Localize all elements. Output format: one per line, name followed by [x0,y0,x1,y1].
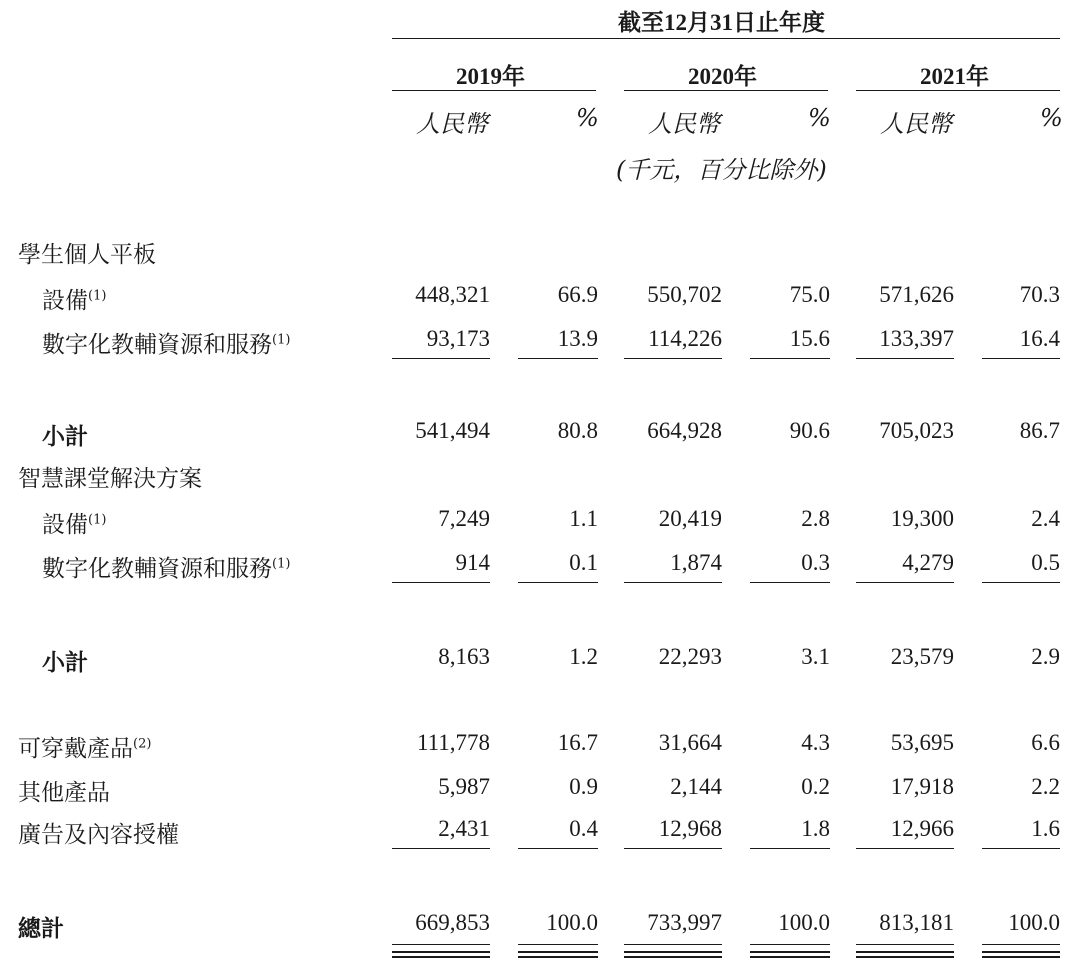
row-label [18,236,156,269]
row-label [18,910,64,943]
amount-cell: 8,163 [438,644,490,669]
row-label-text: 數字化教輔資源和服務 [42,556,272,582]
amount-cell: 93,173 [426,326,490,351]
subtotal-rule [982,358,1060,359]
amount-cell: 12,966 [890,816,954,841]
row-label [42,282,106,315]
row-label-text: 設備 [42,288,88,314]
subtotal-rule [392,358,490,359]
amount-cell: 1,874 [670,550,722,575]
period-rule [392,38,1060,39]
percent-2021: % [1040,104,1063,132]
percent-cell: 2.2 [1031,774,1060,799]
percent-cell: 70.3 [1019,282,1060,307]
amount-cell: 813,181 [879,910,954,935]
percent-cell: 80.8 [557,418,598,443]
amount-cell: 2,431 [438,816,490,841]
amount-cell: 22,293 [658,644,722,669]
row-label [42,644,88,677]
row-label [18,816,179,849]
percent-cell: 2.9 [1031,644,1060,669]
subtotal-rule [392,582,490,583]
percent-cell: 15.6 [789,326,830,351]
year-2020-rule [624,90,828,91]
percent-cell: 0.3 [801,550,830,575]
amount-cell: 19,300 [890,506,954,531]
percent-cell: 0.4 [569,816,598,841]
percent-cell: 0.5 [1031,550,1060,575]
subtotal-rule [392,848,490,849]
total-rule [518,944,598,945]
year-2021-rule [856,90,1060,91]
total-rule [392,944,490,945]
row-label [42,418,88,451]
row-label [18,774,110,807]
footnote-marker: (1) [88,512,107,528]
percent-cell: 2.4 [1031,506,1060,531]
percent-cell: 100.0 [1008,910,1060,935]
period-heading: 截至12月31日止年度 [618,10,825,35]
amount-cell: 31,664 [658,730,722,755]
amount-cell: 705,023 [879,418,954,443]
double-rule [750,951,830,953]
amount-cell: 448,321 [415,282,490,307]
row-label-text: 數字化教輔資源和服務 [42,332,272,358]
footnote-marker: (1) [88,288,107,304]
percent-cell: 0.9 [569,774,598,799]
total-rule [856,944,954,945]
percent-2020: % [808,104,831,132]
subtotal-rule [750,582,830,583]
percent-cell: 100.0 [546,910,598,935]
percent-cell: 86.7 [1019,418,1060,443]
row-label-text: 總計 [18,915,64,942]
double-rule [856,956,954,958]
percent-cell: 0.2 [801,774,830,799]
row-label-text: 小計 [42,649,88,676]
subtotal-rule [982,582,1060,583]
row-label [42,506,106,539]
amount-cell: 733,997 [647,910,722,935]
amount-cell: 20,419 [658,506,722,531]
double-rule [982,956,1060,958]
row-label-text: 智慧課堂解決方案 [18,466,202,492]
row-label-text: 可穿戴產品 [18,736,133,762]
double-rule [518,951,598,953]
unit-note: (千元，百分比除外) [616,156,827,184]
percent-cell: 6.6 [1031,730,1060,755]
percent-cell: 3.1 [801,644,830,669]
amount-cell: 4,279 [902,550,954,575]
amount-cell: 7,249 [438,506,490,531]
row-label-text: 設備 [42,512,88,538]
subtotal-rule [856,848,954,849]
subtotal-rule [982,848,1060,849]
row-label-text: 其他產品 [18,780,110,806]
amount-cell: 664,928 [647,418,722,443]
percent-cell: 100.0 [778,910,830,935]
double-rule [518,956,598,958]
row-label-text: 學生個人平板 [18,242,156,268]
amount-cell: 12,968 [658,816,722,841]
subtotal-rule [856,358,954,359]
double-rule [982,951,1060,953]
row-label [18,460,202,493]
percent-cell: 16.7 [557,730,598,755]
row-label [42,326,290,359]
double-rule [750,956,830,958]
footnote-marker: (2) [133,736,152,752]
subtotal-rule [518,358,598,359]
subtotal-rule [518,582,598,583]
amount-cell: 53,695 [890,730,954,755]
percent-cell: 1.6 [1031,816,1060,841]
percent-cell: 75.0 [789,282,830,307]
double-rule [624,951,722,953]
amount-cell: 17,918 [890,774,954,799]
footnote-marker: (1) [272,556,291,572]
subtotal-rule [750,848,830,849]
amount-cell: 5,987 [438,774,490,799]
percent-cell: 2.8 [801,506,830,531]
subtotal-rule [518,848,598,849]
amount-cell: 571,626 [879,282,954,307]
row-label-text: 廣告及內容授權 [18,822,179,848]
double-rule [856,951,954,953]
amount-cell: 550,702 [647,282,722,307]
amount-cell: 541,494 [415,418,490,443]
footnote-marker: (1) [272,332,291,348]
amount-cell: 23,579 [890,644,954,669]
double-rule [624,956,722,958]
amount-cell: 669,853 [415,910,490,935]
total-rule [624,944,722,945]
subtotal-rule [750,358,830,359]
amount-cell: 2,144 [670,774,722,799]
amount-cell: 133,397 [879,326,954,351]
percent-cell: 0.1 [569,550,598,575]
percent-cell: 1.1 [569,506,598,531]
percent-cell: 90.6 [789,418,830,443]
year-2021-heading: 2021年 [920,64,989,89]
row-label-text: 小計 [42,423,88,450]
total-rule [982,944,1060,945]
amount-cell: 114,226 [648,326,722,351]
subtotal-rule [624,848,722,849]
currency-2020: 人民幣 [648,110,720,138]
subtotal-rule [624,358,722,359]
row-label [18,730,151,763]
double-rule [392,956,490,958]
subtotal-rule [624,582,722,583]
percent-2019: % [576,104,599,132]
amount-cell: 914 [455,550,490,575]
total-rule [750,944,830,945]
percent-cell: 13.9 [557,326,598,351]
amount-cell: 111,778 [416,730,490,755]
percent-cell: 1.8 [801,816,830,841]
percent-cell: 1.2 [569,644,598,669]
subtotal-rule [856,582,954,583]
percent-cell: 66.9 [557,282,598,307]
percent-cell: 4.3 [801,730,830,755]
currency-2021: 人民幣 [880,110,952,138]
year-2020-heading: 2020年 [688,64,757,89]
year-2019-heading: 2019年 [456,64,525,89]
percent-cell: 16.4 [1019,326,1060,351]
currency-2019: 人民幣 [416,110,488,138]
double-rule [392,951,490,953]
row-label [42,550,290,583]
year-2019-rule [392,90,596,91]
